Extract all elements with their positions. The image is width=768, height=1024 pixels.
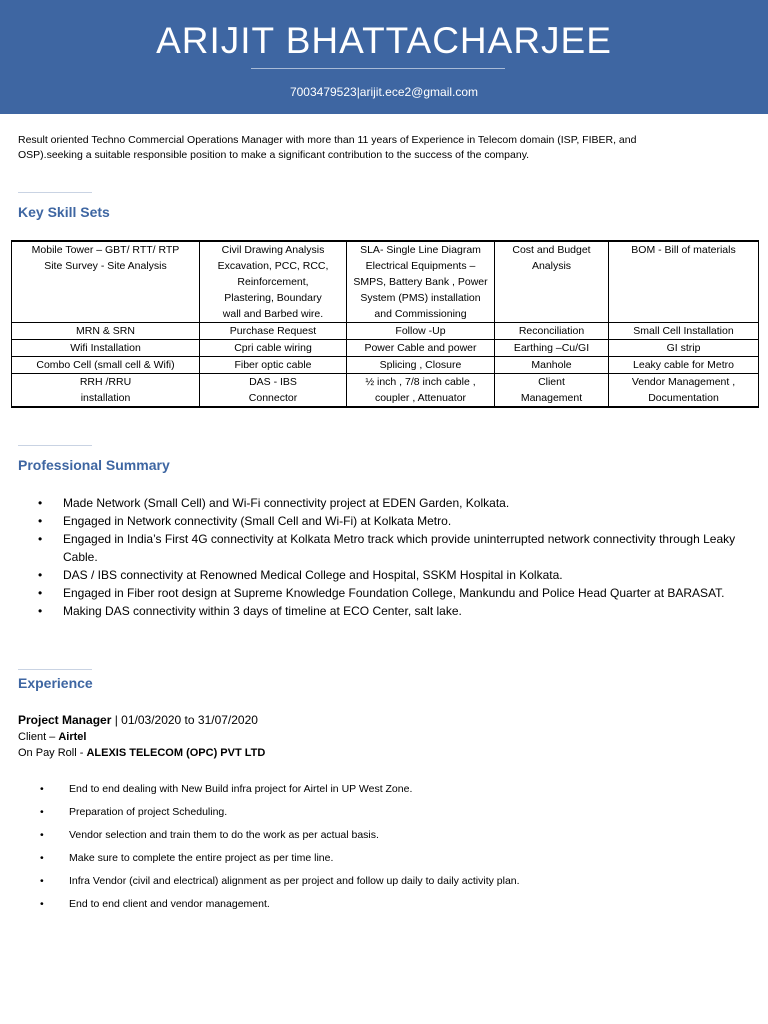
cell-line: SMPS, Battery Bank , Power	[353, 276, 488, 288]
job-title: Project Manager	[18, 713, 112, 727]
cell-line: Client	[538, 376, 565, 388]
section-divider	[18, 669, 92, 670]
summary-line: OSP).seeking a suitable responsible position to make a significant contribution to the success of the company.	[18, 149, 530, 161]
experience-duties-list	[20, 780, 750, 918]
table-row	[12, 241, 759, 323]
table-cell	[347, 374, 495, 408]
section-title-key-skills: Key Skill Sets	[18, 204, 110, 220]
cell-line: and Commissioning	[374, 308, 467, 320]
job-entry	[18, 712, 265, 761]
table-cell	[609, 241, 759, 323]
bullet-icon: •	[40, 783, 44, 795]
table-cell: Cpri cable wiring	[200, 340, 347, 357]
cell-line: Excavation, PCC, RCC,	[217, 260, 329, 272]
list-item-text: Infra Vendor (civil and electrical) alignment as per project and follow up daily to daily activity plan.	[69, 875, 520, 887]
list-item-text: End to end client and vendor management.	[69, 898, 270, 910]
table-cell	[609, 374, 759, 408]
table-cell: Power Cable and power	[347, 340, 495, 357]
table-cell	[200, 241, 347, 323]
list-item	[20, 602, 760, 620]
list-item	[20, 803, 750, 826]
list-item	[20, 780, 750, 803]
job-client	[18, 729, 265, 745]
cell-line: Connector	[248, 392, 298, 404]
list-item-text: Made Network (Small Cell) and Wi-Fi connectivity project at EDEN Garden, Kolkata.	[63, 496, 510, 510]
table-cell	[200, 374, 347, 408]
cell-line: BOM - Bill of materials	[631, 244, 736, 256]
payroll-company: ALEXIS TELECOM (OPC) PVT LTD	[86, 747, 266, 759]
cell-line: Electrical Equipments –	[365, 260, 476, 272]
table-cell	[495, 374, 609, 408]
cell-line: Management	[520, 392, 583, 404]
cell-line: Documentation	[648, 392, 719, 404]
cell-line: Cost and Budget	[512, 244, 591, 256]
section-title-professional-summary: Professional Summary	[18, 457, 170, 473]
objective-summary	[18, 133, 730, 163]
section-divider	[18, 445, 92, 446]
section-title-experience: Experience	[18, 675, 93, 691]
table-cell	[495, 241, 609, 323]
bullet-icon: •	[40, 852, 44, 864]
list-item	[20, 895, 750, 918]
list-item-text: Engaged in Fiber root design at Supreme Knowledge Foundation College, Mankundu and Police Head Quarter at BARASAT.	[63, 586, 725, 600]
table-cell	[12, 241, 200, 323]
table-cell: Splicing , Closure	[347, 357, 495, 374]
table-cell: MRN & SRN	[12, 323, 200, 340]
bullet-icon: •	[40, 898, 44, 910]
key-skills-table	[11, 240, 759, 408]
table-cell: GI strip	[609, 340, 759, 357]
list-item-text: Making DAS connectivity within 3 days of timeline at ECO Center, salt lake.	[63, 604, 462, 618]
section-divider	[18, 192, 92, 193]
table-row	[12, 357, 759, 374]
table-cell: Leaky cable for Metro	[609, 357, 759, 374]
table-cell: Small Cell Installation	[609, 323, 759, 340]
bullet-icon: •	[40, 806, 44, 818]
bullet-icon: •	[38, 604, 43, 618]
list-item	[20, 826, 750, 849]
bullet-icon: •	[38, 514, 43, 528]
cell-line: installation	[80, 392, 131, 404]
table-cell: Earthing –Cu/GI	[495, 340, 609, 357]
payroll-label: On Pay Roll -	[18, 747, 87, 759]
list-item	[20, 566, 760, 584]
bullet-icon: •	[40, 829, 44, 841]
table-cell: Manhole	[495, 357, 609, 374]
contact-info: 7003479523|arijit.ece2@gmail.com	[289, 85, 479, 99]
cell-line: Analysis	[531, 260, 572, 272]
candidate-name: ARIJIT BHATTACHARJEE	[156, 20, 612, 61]
list-item	[20, 530, 760, 566]
cell-line: Reinforcement,	[237, 276, 309, 288]
cell-line: DAS - IBS	[249, 376, 297, 388]
cell-line: Vendor Management ,	[631, 376, 736, 388]
table-cell: Follow -Up	[347, 323, 495, 340]
cell-line: ½ inch , 7/8 inch cable ,	[365, 376, 476, 388]
bullet-icon: •	[38, 532, 43, 546]
resume-header	[0, 0, 768, 114]
professional-summary-list	[20, 494, 760, 620]
summary-line: Result oriented Techno Commercial Operations Manager with more than 11 years of Experience in Telecom domain (ISP, FIBER, and	[18, 134, 637, 146]
client-label: Client –	[18, 731, 59, 743]
bullet-icon: •	[40, 875, 44, 887]
bullet-icon: •	[38, 568, 43, 582]
list-item-text: Engaged in Network connectivity (Small Cell and Wi-Fi) at Kolkata Metro.	[63, 514, 452, 528]
table-cell: Wifi Installation	[12, 340, 200, 357]
client-name: Airtel	[58, 731, 87, 743]
list-item	[20, 872, 750, 895]
table-cell: Purchase Request	[200, 323, 347, 340]
list-item-text: End to end dealing with New Build infra project for Airtel in UP West Zone.	[69, 783, 413, 795]
table-cell	[12, 374, 200, 408]
table-row	[12, 374, 759, 408]
cell-line: SLA- Single Line Diagram	[360, 244, 481, 256]
table-row	[12, 323, 759, 340]
table-row	[12, 340, 759, 357]
job-payroll	[18, 745, 265, 761]
bullet-icon: •	[38, 496, 43, 510]
cell-line: Civil Drawing Analysis	[221, 244, 325, 256]
list-item	[20, 584, 760, 602]
list-item	[20, 512, 760, 530]
table-cell: Fiber optic cable	[200, 357, 347, 374]
job-heading	[18, 712, 265, 729]
cell-line: coupler , Attenuator	[374, 392, 467, 404]
list-item-text: Vendor selection and train them to do the work as per actual basis.	[69, 829, 379, 841]
table-cell	[347, 241, 495, 323]
cell-line: wall and Barbed wire.	[222, 308, 324, 320]
cell-line: Mobile Tower – GBT/ RTT/ RTP	[31, 244, 180, 256]
cell-line: RRH /RRU	[79, 376, 132, 388]
cell-line: Site Survey - Site Analysis	[44, 260, 167, 272]
header-divider	[251, 68, 505, 69]
job-dates: | 01/03/2020 to 31/07/2020	[111, 713, 258, 727]
table-cell: Reconciliation	[495, 323, 609, 340]
table-cell: Combo Cell (small cell & Wifi)	[12, 357, 200, 374]
list-item	[20, 849, 750, 872]
list-item-text: Engaged in India’s First 4G connectivity at Kolkata Metro track which provide uninterrupted network connectivity through Leaky Cable.	[63, 532, 736, 564]
list-item-text: Preparation of project Scheduling.	[69, 806, 228, 818]
list-item-text: DAS / IBS connectivity at Renowned Medical College and Hospital, SSKM Hospital in Kolkata.	[63, 568, 563, 582]
list-item-text: Make sure to complete the entire project as per time line.	[69, 852, 334, 864]
cell-line: System (PMS) installation	[360, 292, 481, 304]
bullet-icon: •	[38, 586, 43, 600]
cell-line: Plastering, Boundary	[224, 292, 322, 304]
list-item	[20, 494, 760, 512]
